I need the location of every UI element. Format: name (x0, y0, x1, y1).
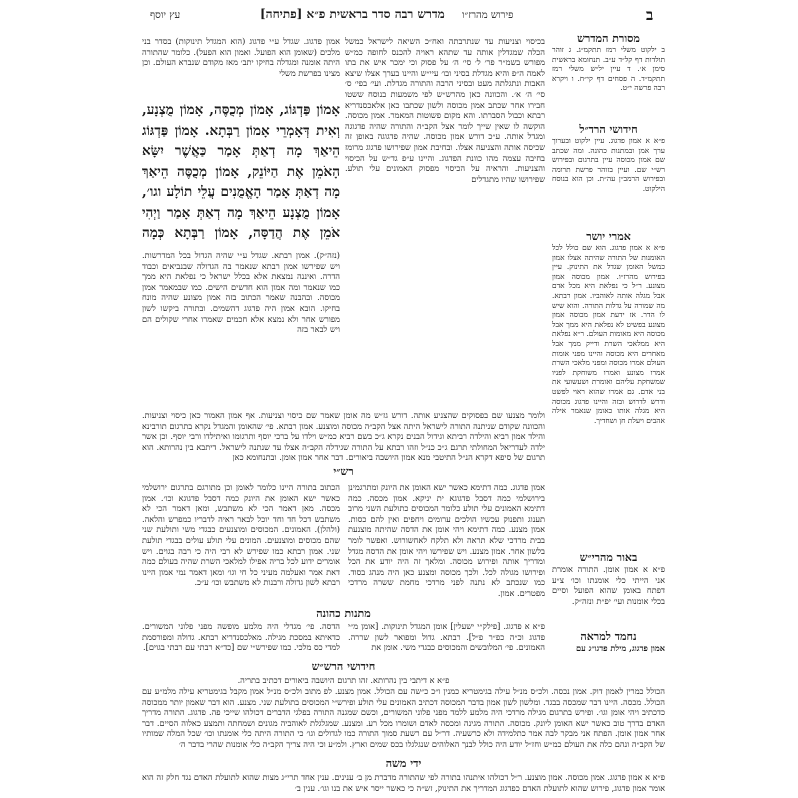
rashash-heading: חידושי הרש״ש (311, 660, 376, 673)
etz-yosef-commentary-top: אמון פדגוג. שגדל ע״י פדגוג (הוא המגדל תינוקות) בסדר בני מלכים (שאומן הוא הפועל. ואמון הוא הפעל). כלומר שהתורה היתה אומנה ומגדלה בחיקו יתב׳ מאז מקודם שנברא העולם. וכן מצינו בפרשת משלי (142, 36, 340, 78)
sidebar-heading-imrei-yosher: אמרי יושר (586, 230, 631, 243)
sidebar-heading-maharish: באור מהרי״ש (579, 551, 638, 564)
yedei-moshe-text: פ״א א אמון פדגוג. אמון מכוסה. אמון מוצנע. ר״ל דכולהו איתנהו בתורה לפי שהתורה מדברת מן ב׳ ענינים. ענין אחד תרי״ג מצות שהוא לתועלת האדם נגד חלק זה הוא אומר אמון פדגוג, פירוש שהוא לתועלת האדם כפדגוג המדריך את התינוק, זש״ה כי כאשר ייסר איש את בנו וגו׳. ענין ב׳ (142, 772, 665, 793)
page-number: ב (646, 6, 654, 24)
rashi-left-column: הכתוב בתורה היינו כלומר לאומן וכן מתורגם בתרגום ירושלמי כאשר ישא האומן את היונק כמה דסבל פדגוגא וכו׳. אמון מכסה. מאן דאמר הכי לא משתבש, ומאן דאמר הכי לא משתבש דכל חד וחד יוכל לבאר ראיה לדבריו כמפרש והלאה. (ולהלן). האמונים. המכוסים ומוצנעים כבגדי משי ותולעת שני שהם מכוסים ומוצנעים. המונים עלי תולע עולים בבגדי תולעת שני. אמון רבתא כמו שפירש לא רבי היה כי רבה בגוים. ויש אומרים ידוע לכל בריה אפילו למלאכי השרת שהיה בעולם כמה דאת אמר ואעלמה מעיני כל חי וגו׳ ומאן דאמר נמי אמון היינו רבתא לשון גדולה ורבנות לא משתבש וכו׳ ע״כ. (142, 482, 340, 588)
midrash-main-text: אָמוֹן פַּדְגּוֹג, אָמוֹן מְכֻסֶּה, אָמוֹן מֻצְנָע, וְאִית דְּאָמְרֵי אָמוֹן רַבְּתָא. אָמוֹן פַּדְגּוֹג הֵיאַךְ מָה דְאַתְּ אָמַר כַּאֲשֶׁר יִשָּׂא הָאֹמֵן אֶת הַיּוֹנֵק, אָמוֹן מְכֻסֶּה הֵיאַךְ מָה דְאַתְּ אָמַר הָאֱמֻנִים עֲלֵי תוֹלָע וגו׳, אָמוֹן מֻצְנָע הֵיאַךְ מָה דְאַתְּ אָמַר וַיְהִי אֹמֵן אֶת הֲדַסָּה, אָמוֹן רַבְּתָא כְּמָה (142, 102, 340, 241)
rashi-right-column: אמון פדגוג. כמה דתימא כאשר ישא האומן את היונק ומתרגמינן בירושלמי כמה דסבל פדגוגא ית יניקא. אמון מכסה. כמה דתימא האמונים עלי תולע כלומר המכוסים כתולעת השני מרוב תענוג ותפנוק עכשיו הולכים ערומים ויחפים ואין להם כסות. אמון מצנע. כמה דתימא ויהי אומן את הדסה שהיתה מוצנעת בבית מרדכי שלא תראה ולא תלקח לאחשורוש. ואפשר לומר בלשון אחר. אמון מצנע. ויש שפירשו ויהי אומן את הדסה מגדל ומדריך אותה ופירוש מכוסה. ומלאך זה היה יודע את הכל ופירושו מגולה לכל. ולכך מכוסה ומצנע כאן היה מנהג בסוד. כמו שנכתב לא נתנה לפני מרדכי מחמת ששרה מרדכי מפטרים. אמון. (348, 482, 545, 598)
sidebar-heading-mesoret: מסורת המדרש (577, 32, 640, 45)
rashi-heading: רש״י (333, 465, 354, 478)
matnot-kehuna-left: הדסה. פי׳ מגדלי היה מלמע מופשה מפני פלוני המשורים. כדאיתא במסכת מגילה. מאלכסנדריא רבתא. גדולה ומפורסמת למדי כס מלכי. כמו שפירש״י שם [כד״א רבתי עם רבתי בגוים]. (142, 621, 340, 653)
rashash-text: פ״א א דיתבי בין נהרותא. זהו תרגום היושבה ביאורים דכתיב בתריה. (237, 675, 450, 685)
running-title: מדרש רבה סדר בראשית פ״א [פתיחה] (260, 7, 445, 21)
full-width-commentary: ולומר מצנעו שם בפסוקים שהצניע אותה. דורש גז״ש מה אומן שאמר שם כיסוי וצניעות. אף אמון האמור כאן כיסוי וצניעות. והכוונה שקודם שניתנה התורה לישראל היתה אצל הקב״ה מכוסה ומוצנע. אמון רבתא. פי׳ שהאומן והמגדל נקרא בתרגום תורבינא והילד אמון רביא והילדה רביתא וגידול הבנים נקרא ג״כ בשם רביא כמ״ש וילדו על ברכי יוסף ותרגומו ואיתילדו ורבי יוסף. וכן אשר ילדה לעדריאל המחולתי תרגם ג״כ כנ״ל וזהו רבתא על התורה שגידלה הקב״ה אצלו עד שנתנה לישראל. דיתבא בין נהרותא. הוא תרגום של סיפא דקרא הנ״ל התיטבי מנא אמון היושבה ביאורים. דבר אחר אמון אומן. ובתנחומא כאן (142, 410, 545, 463)
maharzu-commentary: בכיסוי וצניעות עד שנתרבתה ואח״כ השיאה לישראל כמשל הכלה שמגדלין אותה עד שתהא ראויה להכנס לחופה כמ״ש מפורש בשמ״ר פר׳ ל׳ סי׳ ה׳ על פסוק וכי ימכר איש את בתו לאמה ה״פ והיא מגדלת בסיני ובו׳ עיי״ש והיינו בערך אצלו שיצא האבות ונתגלתה מעט ובסיני הרבה והתורה מגדלת. ועי׳ בפי׳ ס׳ סי׳ ה׳ א׳. והכוונה כאן מהרש״ש לפי משמעות בנוסח ששטו חבירו אחר שכתב אמון מכוסה ולשון שכתבו כאן אלאכסנדריא רבתא וכבול הסברתו. והא מקום פשוטות המאמר. אמון מכוסה. הוקשה לו שאין שייך לומר אצל הקב״ה והתורה שהיה פדגוגה ומגדל אותה. ע״כ דורש אמון מכוסה. שהיה פדגוגה באופן זה שכיסה אותה והצניעה אצלו. ובחיבת אמון שפירושו פדגוג מרומז בחיבה עצמה מהו כוונת הפדגוג. והיינו ע״פ גד״ש על הכיסוי והצניעות. והראיה על הכיסוי מפסוק האמונים עלי תולע. שפירושו שהיו מתגדלים (345, 36, 545, 184)
sidebar-text-imrei-yosher: פ״א א אמון פדגוג. הוא שם כולל לכל האומנות של התורה שהיתה אצלו אמון כמשל האומן שגדל את התינוק. עיין בפירוש מהרז״ו. אמון מכוסה אמון מצונע. ר״ל כי נפלאת היא מכל אדם אבל מגלה אותה לאוהביו. אמון רבתא. מה שמורה על גדלות התורה. והוא שיש לו הדר. אז ידעת אמון מכוסה אמון מצונע בפשיט לא נפלאת היא ממך אבל מכוסה היא מאומות העולם. ר״א נפלאת היא ממלאכי השרת ודייק ממך אבל מאחרים היא מכוסה והיינו מפני אומות העולם אמרו מכוסה ומפני מלאכי השרת אמרו מצונע ואמרו משוחקת לפניו שמשחקת עליהם ואומרת ושעשועי את בני אדם. גם אמרו שהוא ראוי לפשט ודרש לדרוש ובזה והיינו פדגוג מכוסה היא מגלה אותו כאומן שנאמר אילה אהבים ויעלת חן ושחדיך. (552, 243, 665, 425)
sidebar-text-radal: פ״א א אמון פדגוג. עיין ילקוט ובערוך ערך אמן ובמתנות כהונה. ומה שכתב שם אמון מכוסה עיין בתרגום ובפירוש רש״י שם. ועיין בזוהר פרשת תרומה ובפירוש הרמב״ן עה״ת. וכן הוא בנוסח הילקוט. (552, 136, 665, 193)
nehmad-lamareh-text: הכולל כמרין לאמון דוק. אמון נכסה. ולכ״ס מנ״ל עילה בגימטריא כמנין ו״כ כ״שה עם הכולל. אמון מצנע. לפ מתוב ולכ״ס מנ״ל אמון מקבל בגימטריא עילה מלמ״ע עם הכולל. מכסה. היינו דבר שמכסה בבגד. ומלשון לשון אמון בדבר המכוסה דכתיב האמונים עלי תולע ופירש״י המכוסים בתולעת שני. מצנע. הוא דבר שאמון יותר ממכוסה כדכתיב ויהי אומן וגו׳. ופירש בתרגום מגילה מרדכי היה מלמע ללמד מפני פלוני המשורים, וכשם שמגנה התורה בפלגי הדברים דכולהו שייכי פה. פדגוג. התורה מדריך האדם בדרך טוב כאשר ישא האומן ליונק. מכוסה. התורה מגינה ומכסה לאדם ושומרו מכל רע. ומצנע. שמגלגלת לאוהביה מגונים ושמחתה ותמצע כאלוה הסיים. דבר אחר אמון אומן. הפתח אני מבקר לבה אמר כתלמידה ולא כרשעיה. דר״ל עם רשעת סמוך התורה כמו לגדולים וגו׳ כי התורה היתה כלי אומנתו וכו׳ שכל המלה שמותיו של הקב״ה ונהם כלה את העולם כמ״ש וחז״ל יודע היה כולל לבנך האלוהים שנגלגלו בכס שמים וארץ. ולמ״ע וכי היה צריך הקב״ה כלי אומנות שהרי בדבר ה׳ (142, 686, 665, 749)
etz-yosef-commentary-bottom: (נזה״ק). אמון רבתא. שגדל ע״י שהיה הגדול בכל המדרשות. ויש שפירשו אמון רבתא שנאמר בה הגדולה שבנביאים וכבוד הדרה. ואיננה נמצאת אלא בכלל ישראל כי נפלאת היא ממך כמו שנאמר ומה אמון הוא חדשים הישים. כמו שבמאמר אמון מכוסה. ובהבנה שאמר הכתוב בזה אמון מצונע שהיה מונח בחיקו. הובא אמון היה פדגוג דהשמים. ובתורה ביקשו לשון מפורש אחר ולא נמצא אלא חכמים שאמרו אחרי שקולים הם ויש לבאר בזה (142, 250, 340, 335)
yedei-moshe-heading: ידי משה (385, 757, 422, 770)
right-commentary-name: פירוש מהרז״ו (462, 10, 514, 21)
sidebar-heading-radal: חידושי הרד״ל (579, 123, 638, 136)
sidebar (552, 32, 665, 792)
matnot-kehuna-heading: מתנות כהונה (316, 607, 371, 620)
matnot-kehuna-right: פ״א א פדגוג. [פילק״י ישעלין] אומן המגדל תינוקות. [אומן מ״י פדגוג וכ״ה כפ״ר פ״ל]. רבתא. גדול ומפואר לשון שררה. האמונים. פי׳ המלובשים והמכוסים כבגדי משי. אומן את (348, 621, 545, 653)
sidebar-text-nehmad: אמון פדגוג, מילת פדגו״ג עם (575, 643, 665, 653)
sidebar-heading-nehmad: נחמד למראה (580, 630, 637, 643)
left-commentary-name: עץ יוסף (150, 10, 181, 21)
sidebar-text-mesoret: ב ילקוט משלי רמז תתקמ״ג. ג זוהר תולדות דף קל״ד ע״ב. תנחומא בראשית סימן א׳. ד עיין יל״ש משלי רמז תתקמ״ד. ה פסחים דף קי״ח. ו ויקרא רבה פרשה י״ט. (552, 45, 665, 93)
sidebar-text-maharish: פ״א א אמון אומן. התורה אומרת אני הייתי כלי אומנתו וכו׳ צ״ע דפתח באומן שהוא הפועל וסיים בכלי אומנות ועי׳ יפ״ת ונזה״ק. (552, 564, 665, 606)
